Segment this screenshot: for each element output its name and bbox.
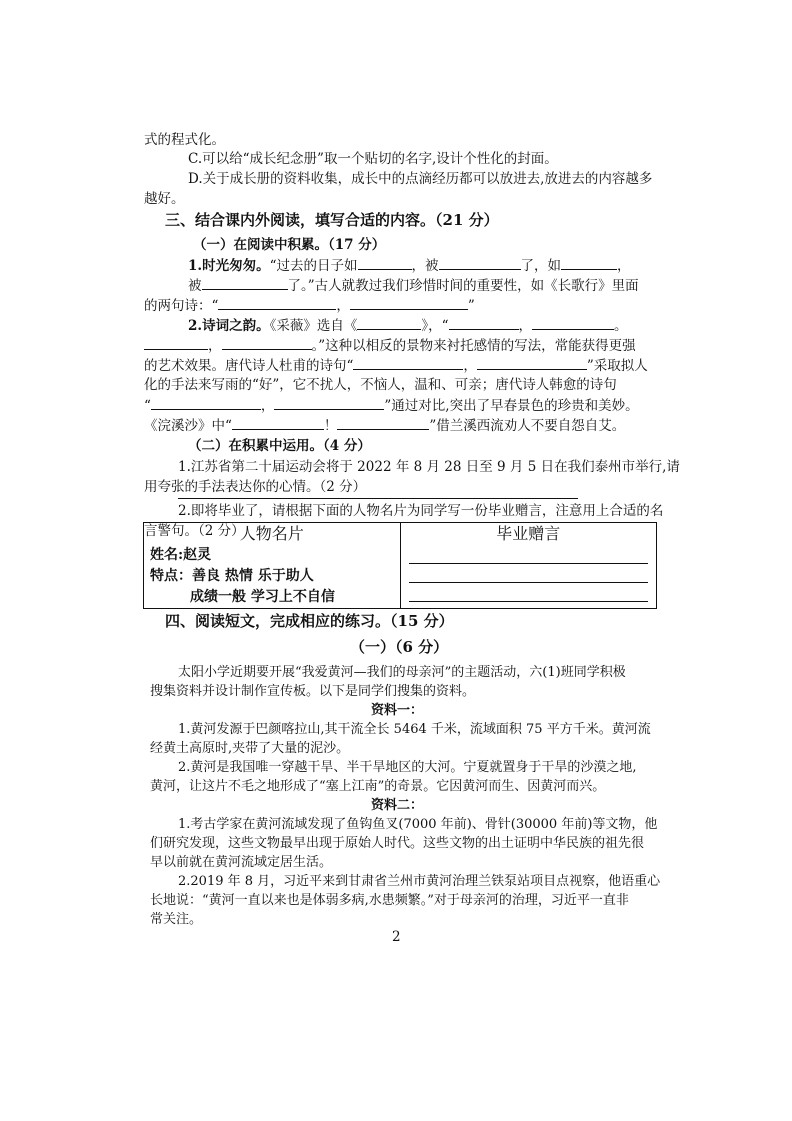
material-2-title: 资料二：: [371, 798, 424, 813]
subsection-1-heading: （一）在阅读中积累。（17 分）: [193, 237, 386, 253]
answer-line[interactable]: [409, 545, 649, 564]
blank-field[interactable]: [144, 336, 208, 350]
question-3-line-2: 用夸张的手法表达你的心情。（2 分）: [144, 479, 367, 495]
question-3-line-1: 1.江苏省第二十届运动会将于 2022 年 8 月 28 日至 9 月 5 日在我们泰州市举行,请: [178, 459, 680, 475]
question-2-line-6: [144, 416, 625, 435]
material-2-item-2: 2.2019 年 8 月，习近平来到甘肃省兰州市黄河治理兰铁泵站项目点视察，他语重心: [178, 874, 661, 889]
question-2-line-4: 化的手法来写雨的“好”，它不扰人，不恼人，温和、可亲；唐代诗人韩愈的诗句: [144, 377, 617, 393]
q-text: “过去的日子如: [269, 258, 358, 274]
q-text: 《浣溪沙》中“: [144, 418, 232, 434]
question-1-line-2: [188, 276, 639, 295]
blank-field[interactable]: [202, 276, 288, 290]
card-name: 姓名:赵灵: [150, 547, 212, 563]
blank-field[interactable]: [337, 416, 429, 430]
q-text: ，: [617, 258, 631, 274]
q-text: ”: [467, 298, 475, 314]
material-1-item-2-cont: 黄河，让这片不毛之地形成了“塞上江南”的奇景。它因黄河而生、因黄河而兴。: [150, 779, 606, 794]
question-label: 2.诗词之韵。: [188, 318, 270, 334]
subsection-2-heading: （二）在积累中运用。（4 分）: [188, 438, 371, 454]
material-2-item-1-cont2: 早以前就在黄河流域定居生活。: [150, 855, 333, 870]
q-text: ”采取拟人: [586, 358, 648, 374]
section-3-heading: 三、结合课内外阅读，填写合适的内容。（21 分）: [165, 211, 499, 229]
passage-intro-cont: 搜集资料并设计制作宣传板。以下是同学们搜集的资料。: [150, 684, 476, 699]
blank-field[interactable]: [449, 316, 519, 330]
q-text: 了。”古人就教过我们珍惜时间的重要性，如《长歌行》里面: [287, 278, 639, 294]
question-4-line-2: 言警句。（2 分）: [144, 523, 245, 539]
q-text: 》，“: [421, 318, 449, 334]
blank-field[interactable]: [477, 356, 587, 370]
blank-field[interactable]: [218, 296, 336, 310]
blank-field[interactable]: [222, 336, 312, 350]
material-1-title: 资料一：: [371, 703, 424, 718]
card-left: [144, 523, 401, 609]
blank-field[interactable]: [561, 256, 617, 270]
material-2-item-1: 1.考古学家在黄河流域发现了鱼钩鱼叉(7000 年前)、骨针(30000 年前)等文物，他: [178, 817, 658, 832]
card-traits-2: 成绩一般 学习上不自信: [190, 589, 335, 605]
material-1-item-1: 1.黄河发源于巴颜喀拉山,其干流全长 5464 千米，流域面积 75 平方千米。黄河流: [178, 722, 651, 737]
material-2-item-2-cont: 长地说：“黄河一直以来也是体弱多病,水患频繁。”对于母亲河的治理，习近平一直非: [150, 893, 629, 908]
q-text: 了，如: [520, 258, 561, 274]
blank-field[interactable]: [532, 316, 614, 330]
question-2-line-3: [144, 356, 648, 375]
option-d-cont: 越好。: [144, 191, 185, 207]
answer-line[interactable]: [178, 498, 578, 499]
answer-line[interactable]: [409, 583, 649, 602]
blank-field[interactable]: [274, 396, 384, 410]
card-right-header: 毕业赠言: [496, 524, 561, 543]
q-text: ，被: [411, 258, 439, 274]
q-text: 被: [188, 278, 202, 294]
material-2-item-2-cont2: 常关注。: [150, 912, 203, 927]
material-1-item-1-cont: 经黄土高原时,夹带了大量的泥沙。: [150, 741, 350, 756]
question-4-line-1: 2.即将毕业了，请根据下面的人物名片为同学写一份毕业赠言，注意用上合适的名: [178, 503, 664, 519]
blank-field[interactable]: [358, 256, 412, 270]
card-traits: 特点：善良 热情 乐于助人: [150, 568, 314, 584]
q-text: ，: [260, 398, 275, 414]
q-text: “: [144, 398, 151, 414]
blank-field[interactable]: [350, 296, 468, 310]
section-4-heading: 四、阅读短文，完成相应的练习。（15 分）: [165, 612, 454, 630]
page-number: 2: [392, 929, 401, 945]
q-text: ，: [463, 358, 477, 374]
option-c: C.可以给“成长纪念册”取一个贴切的名字,设计个性化的封面。: [188, 151, 558, 167]
question-1-line-1: [188, 256, 631, 275]
question-2-line-5: [144, 396, 639, 415]
blank-field[interactable]: [232, 416, 324, 430]
q-text: ，: [336, 298, 350, 314]
question-1-line-3: [144, 296, 475, 315]
blank-field[interactable]: [357, 316, 421, 330]
q-text: 。: [614, 318, 628, 334]
blank-field[interactable]: [439, 256, 521, 270]
text-line: 式的程式化。: [144, 132, 225, 148]
passage-intro: 太阳小学近期要开展“我爱黄河—我们的母亲河”的主题活动，六(1)班同学积极: [178, 665, 626, 680]
option-d: D.关于成长册的资料收集，成长中的点滴经历都可以放进去,放进去的内容越多: [188, 171, 653, 187]
part-1-heading: （一）（6 分）: [350, 638, 449, 656]
card-right: [400, 523, 657, 609]
q-text: 的艺术效果。唐代诗人杜甫的诗句“: [144, 358, 354, 374]
q-text: ，: [208, 338, 222, 354]
q-text: ！: [323, 418, 338, 434]
blank-field[interactable]: [151, 396, 261, 410]
person-card-table: [143, 522, 657, 609]
q-text: 的两句诗：“: [144, 298, 219, 314]
q-text: ，: [518, 318, 532, 334]
q-text: ”通过对比,突出了早春景色的珍贵和美妙。: [384, 398, 639, 414]
q-text: 《采薇》选自《: [269, 318, 358, 334]
q-text: 。”这种以相反的景物来衬托感情的写法，常能获得更强: [311, 338, 636, 354]
material-1-item-2: 2.黄河是我国唯一穿越干旱、半干旱地区的大河。宁夏就置身于干旱的沙漠之地,: [178, 760, 637, 775]
material-2-item-1-cont: 们研究发现，这些文物最早出现于原始人时代。这些文物的出土证明中华民族的祖先很: [150, 836, 645, 851]
q-text: ”借兰溪西流劝人不要自怨自艾。: [429, 418, 626, 434]
question-label: 1.时光匆匆。: [188, 258, 270, 274]
card-left-header: 人物名片: [239, 524, 304, 543]
question-2-line-1: [188, 316, 628, 335]
answer-line[interactable]: [409, 564, 649, 583]
blank-field[interactable]: [353, 356, 463, 370]
question-2-line-2: [144, 336, 636, 355]
